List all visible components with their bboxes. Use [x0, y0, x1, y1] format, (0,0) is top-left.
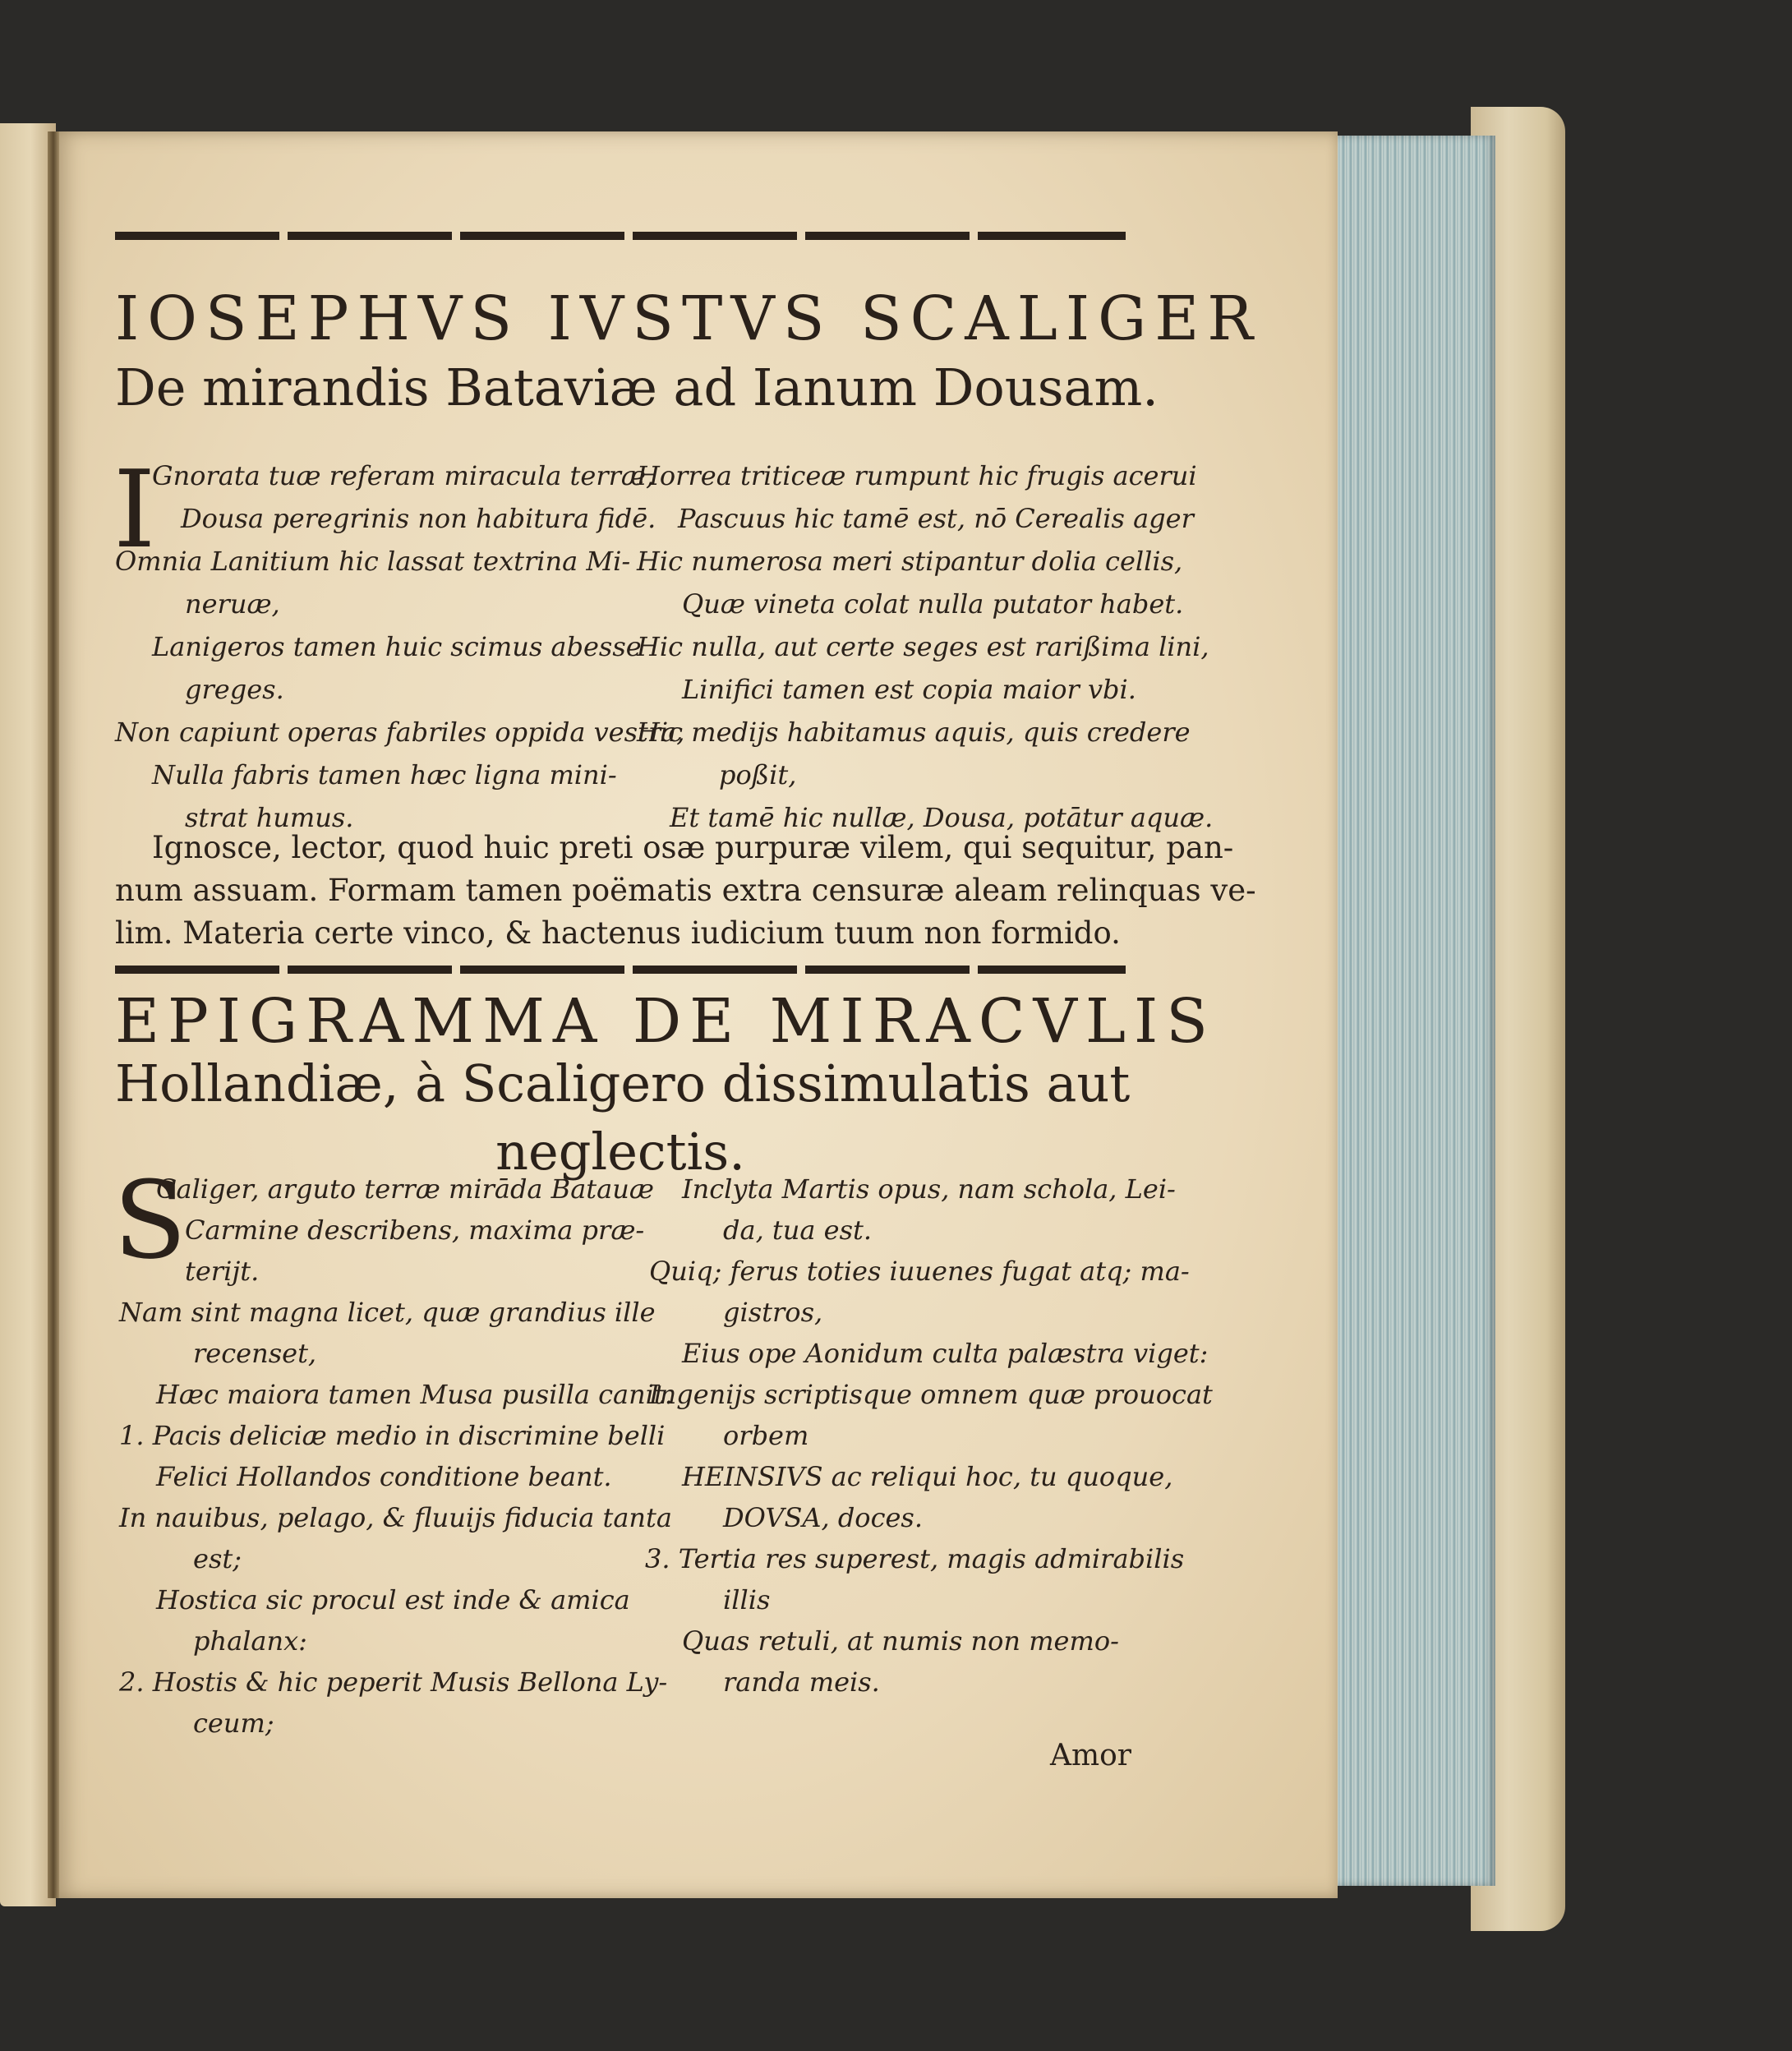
verse-line: greges.	[185, 674, 284, 705]
verse-line: neruæ,	[185, 588, 280, 620]
verse-line: Dousa peregrinis non habitura fidē.	[181, 503, 656, 534]
verse-line: Lanigeros tamen huic scimus abesse	[152, 631, 642, 662]
prose-line: Ignosce, lector, quod huic preti osæ purpuræ vilem, qui sequitur, pan-	[152, 830, 1234, 865]
verse-line: Hostica sic procul est inde & amica	[156, 1584, 630, 1615]
dropcap-1: I	[113, 447, 156, 572]
prose-line: num assuam. Formam tamen poëmatis extra censuræ aleam relinquas ve-	[115, 873, 1256, 908]
verse-line: Et tamē hic nullæ, Dousa, potātur aquæ.	[670, 802, 1214, 833]
verse-line: Felici Hollandos conditione beant.	[156, 1461, 612, 1492]
verse-line: DOVSA, doces.	[723, 1502, 924, 1533]
verse-line: 1. Pacis deliciæ medio in discrimine belli	[119, 1420, 666, 1451]
verse-line: Quas retuli, at numis non memo-	[682, 1625, 1119, 1657]
verse-line: Nulla fabris tamen hæc ligna mini-	[152, 759, 617, 790]
verse-line: 3. Tertia res superest, magis admirabilis	[645, 1543, 1185, 1574]
verse-line: Hæc maiora tamen Musa pusilla canit.	[156, 1379, 673, 1410]
verse-line: phalanx:	[193, 1625, 307, 1657]
verse-line: Ingenijs scriptisque omnem quæ prouocat	[649, 1379, 1213, 1410]
verse-line: In nauibus, pelago, & fluuijs fiducia tanta	[119, 1502, 672, 1533]
verse-line: Carmine describens, maxima præ-	[185, 1214, 645, 1246]
ornamental-rule	[115, 966, 1126, 974]
verse-line: Horrea triticeæ rumpunt hic frugis acerui	[637, 460, 1197, 491]
verse-line: Quiq; ferus toties iuuenes fugat atq; ma-	[649, 1256, 1190, 1287]
verse-line: HEINSIVS ac reliqui hoc, tu quoque,	[682, 1461, 1173, 1492]
section-1-subtitle: De mirandis Bataviæ ad Ianum Dousam.	[115, 357, 1159, 417]
verse-line: Gnorata tuæ referam miracula terræ,	[152, 460, 655, 491]
gutter	[48, 131, 59, 1898]
verse-line: Pascuus hic tamē est, nō Cerealis ager	[678, 503, 1194, 534]
verse-line: Nam sint magna licet, quæ grandius ille	[119, 1297, 656, 1328]
verse-line: Hic numerosa meri stipantur dolia cellis,	[637, 546, 1183, 577]
dropcap-2: S	[113, 1158, 187, 1283]
section-2-subtitle-cont: neglectis.	[495, 1122, 745, 1182]
verse-line: Hic medijs habitamus aquis, quis credere	[637, 717, 1191, 748]
verse-line: gistros,	[723, 1297, 823, 1328]
verse-line: Eius ope Aonidum culta palæstra viget:	[682, 1338, 1209, 1369]
verse-line: Hic nulla, aut certe seges est rarißima lini,	[637, 631, 1209, 662]
section-1-title: IOSEPHVS IVSTVS SCALIGER	[115, 283, 1261, 354]
catchword: Amor	[1050, 1739, 1132, 1772]
verse-line: randa meis.	[723, 1666, 880, 1698]
verse-line: 2. Hostis & hic peperit Musis Bellona Ly-	[119, 1666, 668, 1698]
verse-line: Linifici tamen est copia maior vbi.	[682, 674, 1136, 705]
verse-line: est;	[193, 1543, 242, 1574]
verse-line: Caliger, arguto terræ mirāda Batauæ	[156, 1173, 654, 1205]
verse-line: Inclyta Martis opus, nam schola, Lei-	[682, 1173, 1176, 1205]
verse-line: terijt.	[185, 1256, 260, 1287]
ornamental-rule	[115, 232, 1126, 240]
verse-line: illis	[723, 1584, 771, 1615]
verse-line: recenset,	[193, 1338, 317, 1369]
verse-line: Non capiunt operas fabriles oppida vestra,	[115, 717, 685, 748]
verse-line: orbem	[723, 1420, 809, 1451]
section-2-title: EPIGRAMMA DE MIRACVLIS	[115, 986, 1216, 1057]
verse-line: Omnia Lanitium hic lassat textrina Mi-	[115, 546, 631, 577]
verse-line: ceum;	[193, 1708, 274, 1739]
section-2-subtitle: Hollandiæ, à Scaligero dissimulatis aut	[115, 1053, 1131, 1113]
verse-line: poßit,	[719, 759, 797, 790]
page-fore-edge	[1331, 136, 1495, 1886]
verse-line: Quæ vineta colat nulla putator habet.	[682, 588, 1184, 620]
prose-line: lim. Materia certe vinco, & hactenus iudicium tuum non formido.	[115, 915, 1121, 951]
verse-line: strat humus.	[185, 802, 354, 833]
verse-line: da, tua est.	[723, 1214, 873, 1246]
